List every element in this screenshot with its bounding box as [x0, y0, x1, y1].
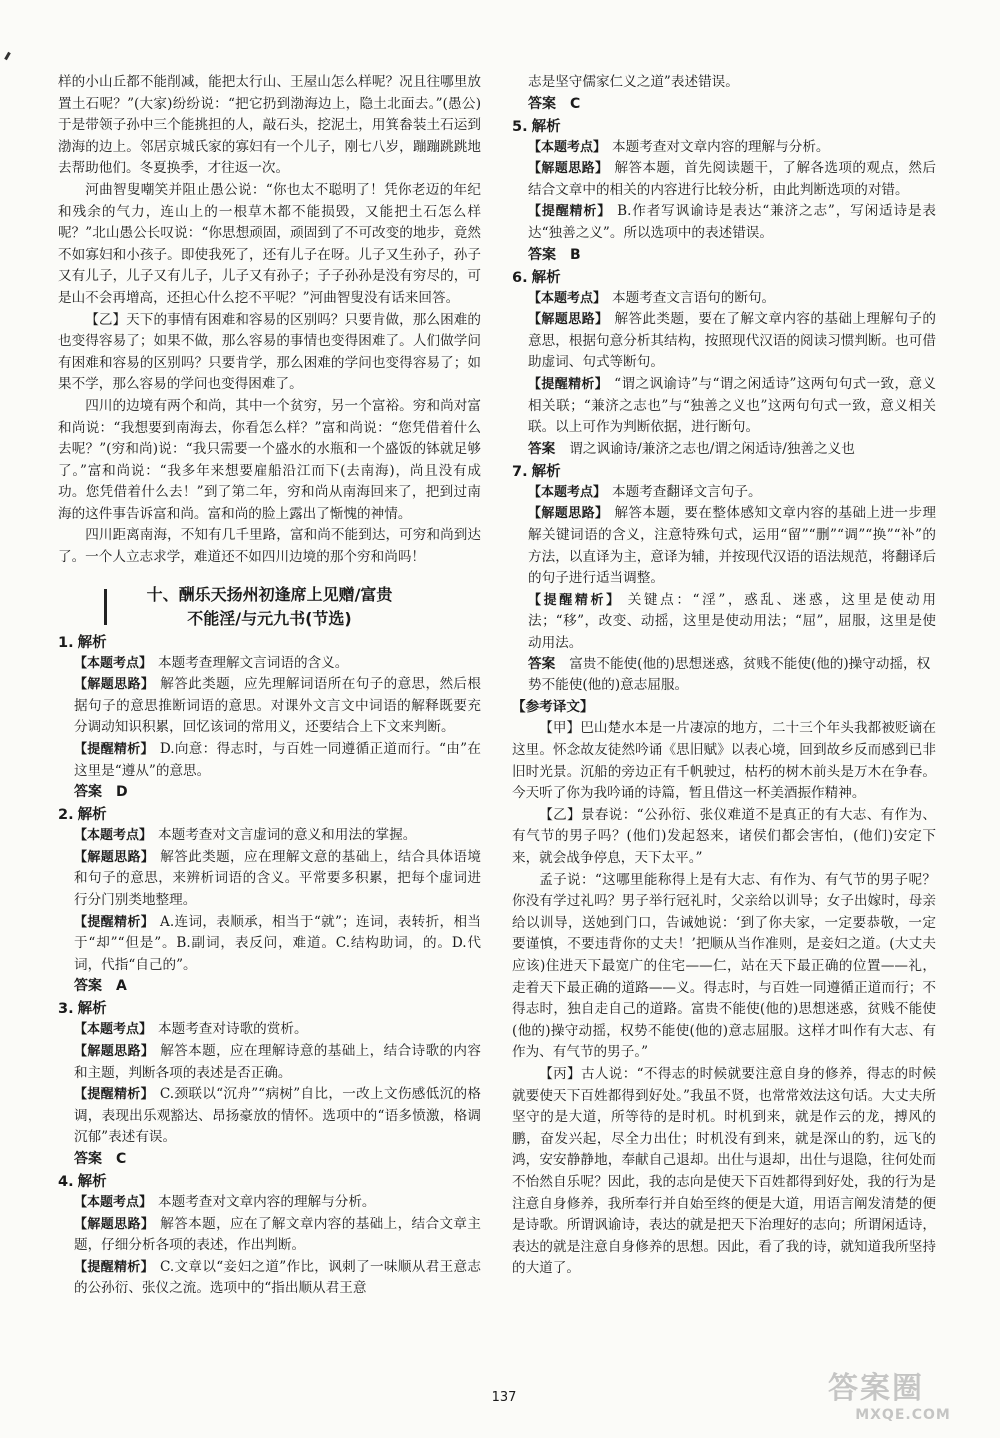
question-heading: 7. 解析	[512, 463, 561, 480]
key-point: 【本题考点】 本题考查文言语句的断句。	[528, 289, 776, 306]
section-title-line-2: 不能淫/与元九书(节选)	[187, 608, 352, 628]
solution-idea: 【解题思路】 解答本题，应在了解文章内容的基础上，结合文章主题，仔细分析各项的表述，作出判断。	[74, 1215, 481, 1254]
analysis: 【提醒精析】 B.作者写讽谕诗是表达“兼济之志”，写闲适诗是表达“独善之义”。所以选项中的表述错误。	[528, 203, 936, 241]
key-point: 【本题考点】 本题考查翻译文言句子。	[528, 483, 762, 500]
text-paragraph: 样的小山丘都不能削减，能把太行山、王屋山怎么样呢？况且往哪里放置土石呢？”(大家)纷纷说：“把它扔到渤海边上，隐土北面去。”(愚公)于是带领子孙中三个能挑担的人，敲石头，挖泥土，用箕畚装土石运到渤海的边上。邻居京城氏家的寡妇有一个儿子，刚七八岁，蹦蹦跳跳地去帮助他们。冬夏换季，才往返一次。	[58, 74, 481, 177]
analysis: 【提醒精析】 “谓之讽谕诗”与“谓之闲适诗”这两句句式一致，意义相关联；“兼济之志也”与“独善之义也”这两句句式一致，意义相关联。以上可作为判断依据，进行断句。	[528, 375, 936, 436]
answer: 答案 谓之讽谕诗/兼济之志也/谓之闲适诗/独善之义也	[528, 440, 855, 457]
solution-idea: 【解题思路】 解答此类题，应在理解文意的基础上，结合具体语境和句子的意思，来辨析词语的含义。平常要多积累，把每个虚词进行分门别类地整理。	[74, 848, 481, 908]
solution-idea: 【解题思路】 解答本题，应在理解诗意的基础上，结合诗歌的内容和主题，判断各项的表述是否正确。	[74, 1042, 481, 1081]
solution-idea: 【解题思路】 解答本题，首先阅读题干，了解各选项的观点，然后结合文章中的相关的内容进行比较分析，由此判断选项的对错。	[528, 160, 936, 198]
analysis: 【提醒精析】 C.颈联以“沉舟”“病树”自比，一改上文伤感低沉的格调，表现出乐观豁达、昂扬豪放的情怀。选项中的“语多愤激，格调沉郁”表述有误。	[74, 1086, 481, 1146]
text-paragraph: 【乙】天下的事情有困难和容易的区别吗？只要肯做，那么困难的也变得容易了；如果不做，那么容易的事情也变得困难了。人们做学问有困难和容易的区别吗？只要肯学，那么困难的学问也变得容易了；如果不学，那么容易的学问也变得困难了。	[58, 311, 481, 393]
question-heading: 2. 解析	[58, 807, 107, 824]
section-title	[58, 583, 481, 631]
text-paragraph: 【甲】巴山楚水本是一片凄凉的地方，二十三个年头我都被贬谪在这里。怀念故友徒然吟诵《思旧赋》以表心境，回到故乡反而感到已非旧时光景。沉船的旁边正有千帆驶过，枯朽的树木前头是万木在争春。今天听了你为我吟诵的诗篇，暂且借这一杯美酒振作精神。	[512, 720, 936, 802]
analysis: 【提醒精析】 C.文章以“妾妇之道”作比，讽刺了一味顺从君王意志的公孙衍、张仪之流。选项中的“指出顺从君王意	[74, 1258, 481, 1297]
answer: 答案 C	[74, 1150, 127, 1167]
answer: 答案 C	[528, 95, 581, 112]
question-heading: 3. 解析	[58, 1001, 107, 1018]
left-column	[58, 72, 481, 1300]
question-heading: 6. 解析	[512, 269, 561, 286]
solution-idea: 【解题思路】 解答此类题，应先理解词语所在句子的意思，然后根据句子的意思推断词语的意思。对课外文言文中词语的解释既要充分调动知识积累，回忆该词的常用义，还要结合上下文来判断。	[74, 676, 481, 736]
answer: 答案 B	[528, 246, 581, 263]
text-paragraph: 四川距离南海，不知有几千里路，富和尚不能到达，可穷和尚到达了。一个人立志求学，难道还不如四川边境的那个穷和尚吗！	[58, 527, 481, 566]
watermark-logo: 答案圈 MXQE.COM	[828, 1371, 951, 1423]
reference-translation-title: 【参考译文】	[512, 699, 594, 716]
solution-idea: 【解题思路】 解答本题，要在整体感知文章内容的基础上进一步理解关键词语的含义，注意特殊句式，运用“留”“删”“调”“换”“补”的方法，以直译为主，意译为辅，并按现代汉语的语法规范，将翻译后的句子进行适当调整。	[528, 505, 936, 587]
text-paragraph: 河曲智叟嘲笑并阻止愚公说：“你也太不聪明了！凭你老迈的年纪和残余的气力，连山上的一根草木都不能损毁，又能把土石怎么样呢？”北山愚公长叹说：“你思想顽固，顽固到了不可改变的地步，竟然不如寡妇和小孩子。即使我死了，还有儿子在呀。儿子又生孙子，孙子又有儿子，儿子又有儿子，儿子又有孙子；子子孙孙是没有穷尽的，可是山不会再增高，还担心什么挖不平呢？”河曲智叟没有话来回答。	[58, 181, 481, 306]
key-point: 【本题考点】 本题考查对诗歌的赏析。	[74, 1021, 308, 1038]
corner-mark	[4, 52, 11, 60]
answer: 答案 D	[74, 784, 128, 801]
solution-idea: 【解题思路】 解答此类题，要在了解文章内容的基础上理解句子的意思，根据句意分析其结构，按照现代汉语的阅读习惯判断。也可借助虚词、句式等断句。	[528, 311, 936, 371]
text-paragraph: 【乙】景春说：“公孙衍、张仪难道不是真正的有大志、有作为、有气节的男子吗？(他们)发起怒来，诸侯们都会害怕，(他们)安定下来，就会战争停息，天下太平。”	[512, 806, 936, 867]
text-paragraph: 【丙】古人说：“不得志的时候就要注意自身的修养，得志的时候就要使天下百姓都得到好处。”我虽不贤，也常常效法这句话。大丈夫所坚守的是大道，所等待的是时机。时机到来，就是作云的龙，搏风的鹏，奋发兴起，尽全力出仕；时机没有到来，就是深山的豹，远飞的鸿，安安静静地，奉献自己退却。出仕与退却，出仕与退隐，往何处而不怡然自乐呢？因此，我的志向是使天下百姓都得到好处，我的行为是注意自身修养，我所奉行并自始至终的便是大道，用语言阐发清楚的便是诗歌。所谓讽谕诗，表达的就是把天下治理好的志向；所谓闲适诗，表达的就是注意自身修养的思想。因此，看了我的诗，就知道我所坚持的大道了。	[512, 1065, 936, 1277]
analysis-continued: 志是坚守儒家仁义之道”表述错误。	[528, 74, 739, 90]
right-column	[512, 72, 936, 1280]
question-heading: 5. 解析	[512, 118, 561, 135]
section-title-line-1: 十、酬乐天扬州初逢席上见赠/富贵	[146, 584, 393, 604]
key-point: 【本题考点】 本题考查理解文言词语的含义。	[74, 654, 349, 671]
key-point: 【本题考点】 本题考查对文章内容的理解与分析。	[74, 1193, 376, 1210]
page-number: 137	[491, 1390, 517, 1405]
analysis: 【提醒精析】 A.连词，表顺承，相当于“就”；连词，表转折，相当于“却”“但是”。B.副词，表反问，难道。C.结构助词，的。D.代词，代指“自己的”。	[74, 913, 481, 973]
key-point: 【本题考点】 本题考查对文言虚词的意义和用法的掌握。	[74, 827, 417, 844]
question-heading: 1. 解析	[58, 634, 107, 651]
answer: 答案 A	[74, 978, 127, 995]
analysis: 【提醒精析】 D.向意：得志时，与百姓一同遵循正道而行。“由”在这里是“遵从”的意思。	[74, 741, 481, 779]
text-paragraph: 四川的边境有两个和尚，其中一个贫穷，另一个富裕。穷和尚对富和尚说：“我想要到南海去，你看怎么样？”富和尚说：“您凭借着什么去呢？”(穷和尚)说：“我只需要一个盛水的水瓶和一个盛饭的钵就足够了。”富和尚说：“我多年来想要雇船沿江而下(去南海)，尚且没有成功。您凭借着什么去！”到了第二年，穷和尚从南海回来了，把到过南海的这件事告诉富和尚。富和尚的脸上露出了惭愧的神情。	[58, 397, 481, 522]
answer: 答案 富贵不能使(他的)思想迷惑，贫贱不能使(他的)操守动摇，权势不能使(他的)意志屈服。	[528, 656, 931, 694]
text-paragraph: 孟子说：“这哪里能称得上是有大志、有作为、有气节的男子呢？你没有学过礼吗？男子举行冠礼时，父亲给以训导；女子出嫁时，母亲给以训导，送她到门口，告诫她说：‘到了你夫家，一定要恭敬，一定要谨慎，不要违背你的丈夫！’把顺从当作准则，是妾妇之道。(大丈夫应该)住进天下最宽广的住宅——仁，站在天下最正确的位置——礼，走着天下最正确的道路——义。得志时，与百姓一同遵循正道而行；不得志时，独自走自己的道路。富贵不能使(他的)思想迷惑，贫贱不能使(他的)操守动摇，权势不能使(他的)意志屈服。这样才叫作有大志、有作为、有气节的男子。”	[512, 871, 936, 1061]
question-heading: 4. 解析	[58, 1173, 107, 1190]
analysis: 【提醒精析】 关键点：“淫”，惑乱、迷惑，这里是使动用法；“移”，改变、动摇，这里是使动用法；“屈”，屈服，这里是使动用法。	[528, 591, 936, 651]
key-point: 【本题考点】 本题考查对文章内容的理解与分析。	[528, 138, 830, 155]
